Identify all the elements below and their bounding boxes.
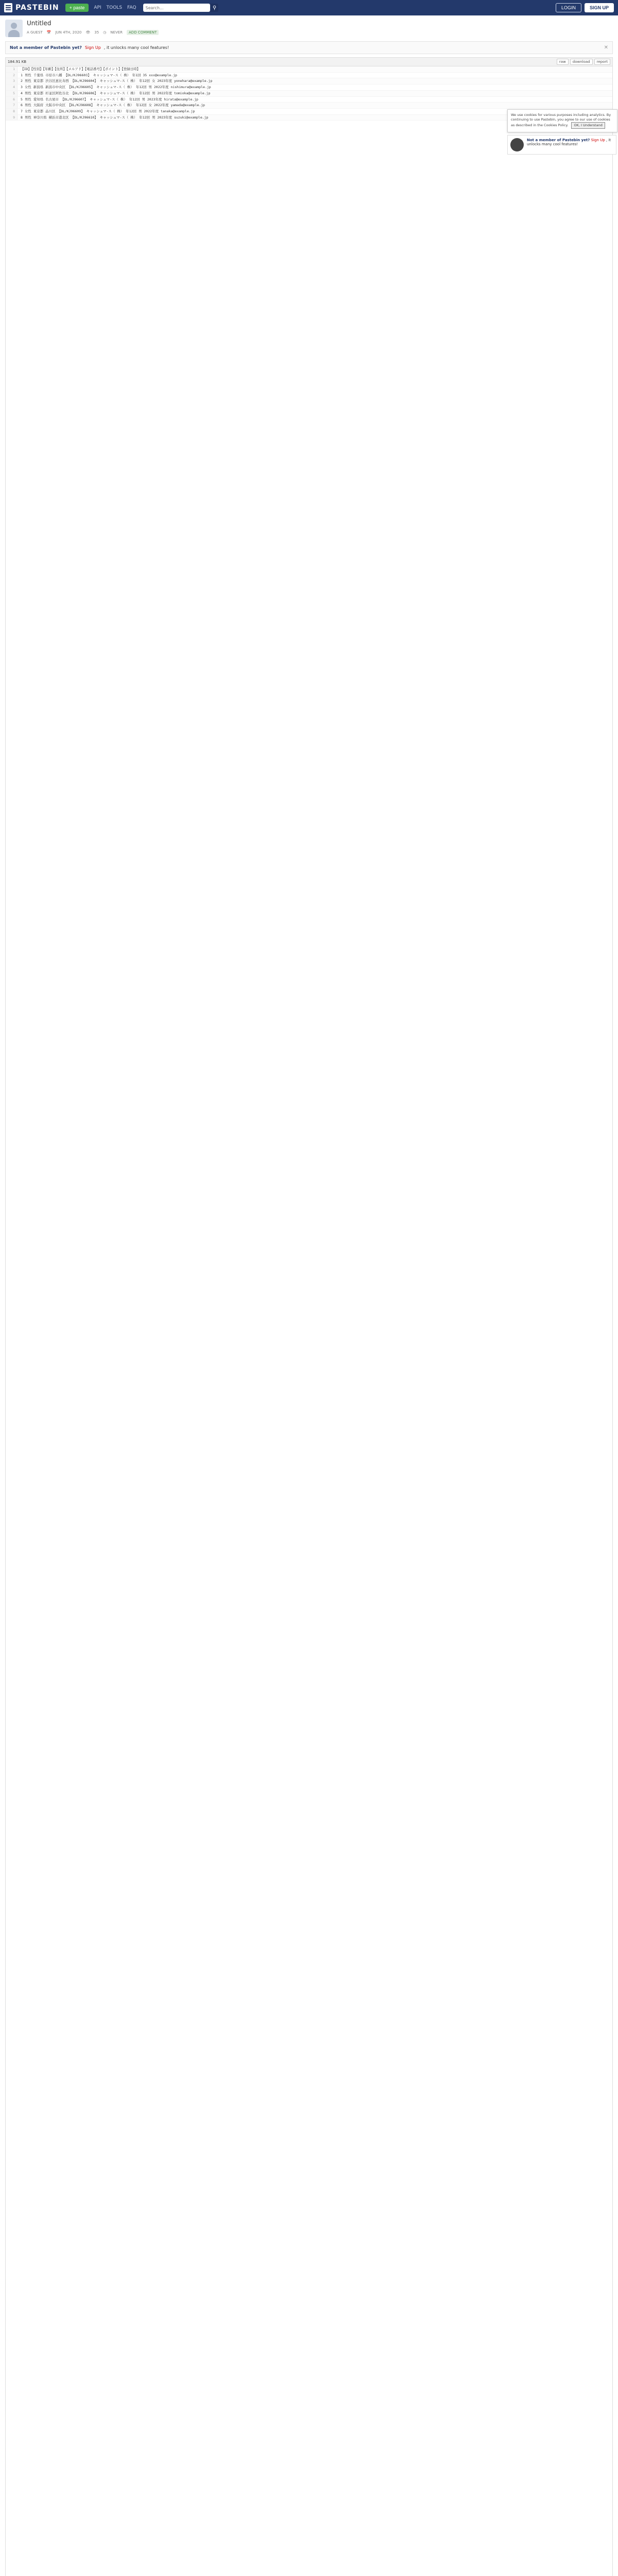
code-line (6, 66, 612, 73)
clipboard-icon (4, 3, 12, 12)
eye-icon: 👁 (85, 30, 91, 35)
signup-notice (5, 41, 613, 54)
line-text: 7 女性 東京都 品川区 【DL/KJ96609】 キャッシュマ-ス（ 株） 年12回 男 2022年度 tanaka@example.jp (21, 109, 195, 114)
paste-header (0, 15, 618, 39)
code-line (6, 103, 612, 109)
cookie-banner (507, 109, 617, 132)
nav-api[interactable]: API (94, 5, 101, 10)
notice-bold: Not a member of Pastebin yet? (10, 45, 82, 50)
line-number: 7 (6, 103, 18, 108)
line-number: 2 (6, 73, 18, 78)
signup-ad (507, 135, 616, 155)
line-text: 3 女性 新潟県 新潟市中央区 【DL/KJ96605】 キャッシュマ-ス（ 株） 年12回 男 2022年度 nishimura@example.jp (21, 85, 211, 90)
line-number: 9 (6, 115, 18, 121)
code-line (6, 97, 612, 103)
notice-text: , it unlocks many cool features! (104, 45, 169, 50)
top-navigation-bar (0, 0, 618, 15)
code-area[interactable] (5, 66, 613, 2576)
line-text: 8 男性 神奈川県 横浜市港北区 【DL/KJ96610】 キャッシュマ-ス（ 株） 年12回 男 2023年度 suzuki@example.jp (21, 115, 209, 120)
ad-text: , it unlocks many cool features! (527, 138, 611, 146)
search-icon[interactable]: ⚲ (210, 4, 218, 12)
cookie-text: We use cookies for various purposes including analytics. By continuing to use Pastebin, you agree to our use of cookies as described in the Cookies Policy. (511, 113, 611, 127)
code-toolbar (5, 57, 613, 66)
nav-tools[interactable]: TOOLS (106, 5, 123, 10)
line-number: 3 (6, 78, 18, 84)
search-input[interactable] (143, 4, 210, 12)
auth-buttons (556, 3, 614, 12)
add-comment-button[interactable]: ADD COMMENT (127, 30, 159, 35)
author-name[interactable]: A GUEST (27, 30, 43, 35)
calendar-icon: 📅 (46, 30, 52, 35)
report-button[interactable]: report (594, 59, 610, 65)
code-line (6, 91, 612, 97)
guest-avatar (5, 20, 23, 37)
line-number: 4 (6, 84, 18, 90)
pastebin-logo[interactable] (4, 3, 59, 12)
paste-meta (27, 30, 159, 35)
line-number: 1 (6, 66, 18, 72)
line-text: 【ID】【性別】【年齢】【住所】【メルアド】【電話番号】【ポイント】【登録日時】 (21, 67, 141, 71)
close-icon[interactable]: ✕ (604, 45, 608, 50)
clock-icon: ◷ (103, 30, 107, 35)
paste-date: JUN 4TH, 2020 (55, 30, 82, 35)
line-number: 8 (6, 109, 18, 114)
line-number: 5 (6, 91, 18, 96)
line-text: 5 男性 愛知県 名古屋市 【DL/KJ96607】 キャッシュマ-ス（ 株） 年12回 男 2023年度 hirata@example.jp (21, 97, 198, 101)
line-text: 6 男性 大阪府 大阪市中央区 【DL/KJ96608】 キャッシュマ-ス（ 株） 年12回 女 2022年度 yamada@example.jp (21, 103, 205, 108)
code-line (6, 73, 612, 79)
download-button[interactable]: download (570, 59, 593, 65)
new-paste-button[interactable]: + paste (65, 4, 89, 12)
code-tools (557, 59, 610, 65)
ad-face-icon (510, 138, 524, 151)
paste-size: 184.91 KB (8, 60, 27, 64)
signup-button[interactable]: SIGN UP (585, 3, 614, 12)
notice-signup-link[interactable]: Sign Up (84, 45, 101, 50)
nav-faq[interactable]: FAQ (127, 5, 136, 10)
code-line (6, 78, 612, 84)
view-count: 35 (94, 30, 99, 35)
paste-title: Untitled (27, 20, 52, 27)
ad-signup-link[interactable]: Sign Up (591, 138, 605, 142)
expiration: NEVER (110, 30, 123, 35)
line-text: 1 男性 千葉県 市原市八幡 【DL/KJ96603】 キャッシュマ-ス（ 株） 年1回 35 xxx@example.jp (21, 73, 177, 77)
raw-button[interactable]: raw (557, 59, 569, 65)
line-text: 4 男性 東京都 杉並区阿佐谷北 【DL/KJ96606】 キャッシュマ-ス（ 株） 年12回 男 2022年度 tomioka@example.jp (21, 91, 211, 95)
line-number: 6 (6, 97, 18, 103)
code-line (6, 84, 612, 91)
ad-bold: Not a member of Pastebin yet? (527, 138, 590, 142)
login-button[interactable]: LOGIN (556, 3, 581, 12)
logo-text: PASTEBIN (15, 4, 59, 12)
cookie-ok-button[interactable]: OK, I Understand (571, 122, 605, 129)
line-text: 2 男性 東京都 渋谷区恵比寿西 【DL/KJ96604】 キャッシュマ-ス（ 株） 年12回 女 2023年度 yonehara@example.jp (21, 79, 213, 83)
